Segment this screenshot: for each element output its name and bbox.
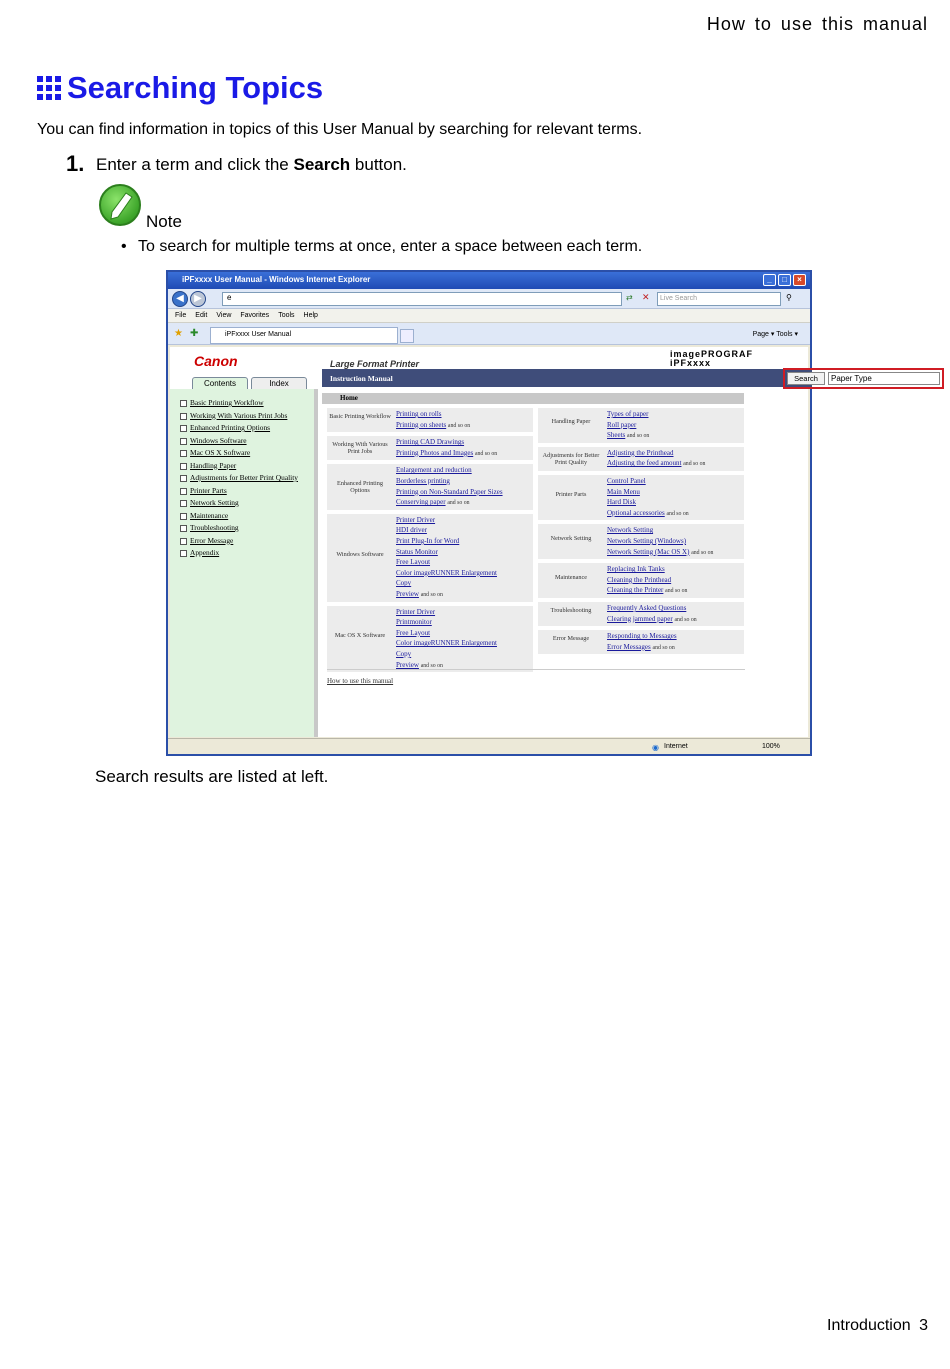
divider	[327, 669, 745, 670]
zoom-level[interactable]: 100%	[762, 743, 780, 750]
topic-link[interactable]: Printer Driver	[396, 515, 436, 524]
link-row	[396, 536, 497, 547]
link-row	[607, 536, 713, 547]
topic-group	[327, 408, 533, 432]
and-so-on-text: and so on	[652, 644, 675, 651]
topic-link[interactable]: Roll paper	[607, 420, 637, 429]
topic-link[interactable]: Cleaning the Printhead	[607, 575, 672, 584]
link-row	[396, 589, 497, 600]
topic-link[interactable]: Print Plug-In for Word	[396, 536, 460, 545]
topic-link[interactable]: Color imageRUNNER Enlargement	[396, 568, 497, 577]
group-label: Enhanced Printing Options	[337, 480, 383, 495]
and-so-on-text: and so on	[474, 450, 498, 457]
topic-link[interactable]: Adjusting the Printhead	[607, 448, 674, 457]
topic-link[interactable]: Printing on sheets	[396, 420, 447, 429]
link-row	[396, 557, 497, 568]
status-bar	[168, 738, 810, 754]
globe-icon: ◉	[652, 743, 659, 752]
favorites-star-icon[interactable]: ★	[174, 328, 183, 339]
sidebar-link[interactable]: Error Message	[170, 535, 314, 548]
new-tab-icon[interactable]	[400, 329, 414, 343]
topic-link[interactable]: Color imageRUNNER Enlargement	[396, 639, 497, 648]
group-label: Handling Paper	[551, 418, 591, 426]
topic-link[interactable]: Sheets	[607, 431, 626, 440]
address-bar[interactable]: e	[222, 292, 622, 306]
sidebar-link[interactable]: Mac OS X Software	[170, 447, 314, 460]
sidebar-link[interactable]: Windows Software	[170, 435, 314, 448]
menu-help[interactable]: Help	[303, 312, 318, 319]
link-row	[607, 603, 697, 614]
topic-link[interactable]: Network Setting	[607, 526, 654, 535]
grid-bullet-icon	[37, 76, 61, 100]
window-title: iPFxxxx User Manual - Windows Internet Explorer	[182, 275, 371, 284]
link-row	[396, 617, 497, 628]
window-titlebar	[168, 272, 810, 289]
topic-link[interactable]: Printer Driver	[396, 607, 436, 616]
link-row	[607, 409, 649, 420]
topic-link[interactable]: Hard Disk	[607, 498, 636, 507]
link-row	[396, 476, 503, 487]
search-input[interactable]: Paper Type	[828, 372, 940, 385]
topic-group	[327, 514, 533, 602]
topic-group	[538, 563, 744, 598]
topic-link[interactable]: Conserving paper	[396, 498, 446, 507]
browser-tab[interactable]: iPFxxxx User Manual	[210, 327, 398, 344]
topic-link[interactable]: Network Setting (Windows)	[607, 536, 687, 545]
topic-link[interactable]: Printing CAD Drawings	[396, 438, 465, 447]
group-label: Network Setting	[550, 534, 592, 542]
note-pencil-icon	[99, 184, 141, 226]
sidebar-link[interactable]: Handling Paper	[170, 460, 314, 473]
footer-chapter: Introduction	[827, 1317, 911, 1334]
link-row	[607, 487, 689, 498]
topic-link[interactable]: Free Layout	[396, 628, 431, 637]
step-text-bold: Search	[293, 155, 351, 174]
topic-group	[538, 524, 744, 559]
add-favorite-icon[interactable]: ✚	[190, 328, 199, 339]
topic-link[interactable]: Network Setting (Mac OS X)	[607, 547, 690, 556]
product-subtitle: Large Format Printer	[330, 359, 420, 369]
topic-link[interactable]: Types of paper	[607, 410, 649, 418]
link-row	[607, 420, 649, 431]
topic-group	[538, 630, 744, 654]
topic-link[interactable]: Responding to Messages	[607, 632, 677, 641]
tab-index[interactable]: Index	[251, 377, 307, 391]
search-button[interactable]: Search	[787, 372, 825, 385]
menu-view[interactable]: View	[216, 312, 232, 319]
sidebar-link[interactable]: Basic Printing Workflow	[170, 397, 314, 410]
topic-link[interactable]: Control Panel	[607, 477, 646, 485]
bullet-marker: •	[121, 238, 127, 255]
link-row	[396, 568, 497, 579]
how-to-use-link[interactable]: How to use this manual	[327, 677, 394, 685]
page-title: Searching Topics	[67, 70, 324, 105]
and-so-on-text: and so on	[665, 588, 688, 595]
topic-link[interactable]: Copy	[396, 649, 412, 658]
topic-group	[327, 436, 533, 460]
link-row	[607, 547, 713, 558]
sidebar-link[interactable]: Adjustments for Better Print Quality	[170, 472, 314, 485]
and-so-on-text: and so on	[691, 549, 714, 556]
topic-link[interactable]: Borderless printing	[396, 476, 450, 485]
group-label: Adjustments for Better Print Quality	[542, 451, 600, 466]
link-row	[607, 642, 677, 653]
sidebar-link[interactable]: Enhanced Printing Options	[170, 422, 314, 435]
page-number: 3	[919, 1317, 928, 1334]
group-label: Troubleshooting	[550, 607, 592, 615]
link-row	[607, 585, 687, 596]
link-row	[396, 448, 497, 459]
live-search-input[interactable]: Live Search	[657, 292, 781, 306]
menu-tools[interactable]: Tools	[278, 312, 295, 319]
topic-link[interactable]: Optional accessories	[607, 508, 665, 517]
stop-icon[interactable]: ✕	[642, 292, 650, 302]
sidebar-link[interactable]: Working With Various Print Jobs	[170, 410, 314, 423]
topic-group	[538, 408, 744, 443]
topic-link[interactable]: Main Menu	[607, 487, 640, 496]
tab-row	[168, 323, 810, 345]
and-so-on-text: and so on	[420, 662, 443, 669]
menu-file[interactable]: File	[175, 312, 187, 319]
link-row	[607, 430, 649, 441]
contents-sidebar	[170, 389, 318, 737]
and-so-on-text: and so on	[674, 616, 697, 623]
link-row	[396, 607, 497, 618]
link-row	[396, 638, 497, 649]
and-so-on-text: and so on	[447, 500, 470, 507]
link-row	[607, 575, 687, 586]
page-footer	[827, 1317, 928, 1335]
link-row	[396, 420, 470, 431]
brand-logo	[670, 350, 753, 368]
link-row	[607, 497, 689, 508]
brand-line2: iPFxxxx	[670, 358, 712, 368]
status-zone: Internet	[664, 743, 688, 750]
title-block	[37, 70, 323, 106]
link-row	[607, 476, 689, 487]
link-row	[396, 465, 503, 476]
topic-link[interactable]: Printing on rolls	[396, 410, 442, 418]
link-row	[607, 448, 705, 459]
topic-link[interactable]: Adjusting the feed amount	[607, 459, 682, 468]
topic-link[interactable]: Error Messages	[607, 642, 651, 651]
link-row	[396, 487, 503, 498]
step-text	[96, 155, 407, 175]
link-row	[607, 508, 689, 519]
group-label: Windows Software	[336, 550, 384, 558]
close-icon[interactable]: ×	[793, 274, 806, 286]
search-icon[interactable]: ⚲	[786, 293, 792, 302]
topic-group	[327, 464, 533, 509]
sidebar-link[interactable]: Network Setting	[170, 497, 314, 510]
topic-link[interactable]: Printing Photos and Images	[396, 448, 474, 457]
sidebar-link[interactable]: Appendix	[170, 547, 314, 560]
link-row	[396, 547, 497, 558]
topic-link[interactable]: Free Layout	[396, 558, 431, 567]
link-row	[396, 628, 497, 639]
link-row	[396, 497, 503, 508]
note-text: To search for multiple terms at once, enter a space between each term.	[138, 238, 643, 255]
group-label: Printer Parts	[555, 490, 587, 498]
running-header: How to use this manual	[706, 14, 928, 34]
topic-link[interactable]: Preview	[396, 589, 419, 598]
tab-contents[interactable]: Contents	[192, 377, 248, 391]
link-row	[607, 631, 677, 642]
group-label: Basic Printing Workflow	[329, 413, 391, 421]
topic-link[interactable]: Clearing jammed paper	[607, 614, 673, 623]
topic-link[interactable]: Copy	[396, 579, 412, 588]
address-row	[168, 289, 810, 309]
link-row	[607, 458, 705, 469]
topic-group	[538, 447, 744, 471]
refresh-icon[interactable]: ⇄	[626, 293, 633, 302]
and-so-on-text: and so on	[447, 422, 471, 429]
topic-link[interactable]: Printing on Non-Standard Paper Sizes	[396, 487, 503, 496]
note-label: Note	[146, 212, 182, 231]
topic-link[interactable]: Frequently Asked Questions	[607, 604, 687, 612]
result-text: Search results are listed at left.	[95, 767, 329, 786]
link-row	[396, 409, 470, 420]
topic-link[interactable]: Replacing Ink Tanks	[607, 565, 665, 574]
highlight-box	[783, 368, 944, 389]
bar-title: Instruction Manual	[330, 374, 393, 383]
instruction-manual-bar	[322, 369, 872, 387]
link-row	[607, 525, 713, 536]
and-so-on-text: and so on	[683, 461, 706, 468]
back-icon[interactable]: ◀	[172, 291, 188, 307]
sidebar-link[interactable]: Maintenance	[170, 510, 314, 523]
command-bar[interactable]: Page ▾ Tools ▾	[752, 331, 798, 338]
canon-logo: Canon	[194, 353, 238, 369]
menu-edit[interactable]: Edit	[195, 312, 208, 319]
link-row	[607, 564, 687, 575]
topic-group	[327, 606, 533, 673]
manual-page	[170, 347, 872, 737]
topic-link[interactable]: Preview	[396, 660, 419, 669]
group-label: Mac OS X Software	[334, 631, 386, 639]
home-breadcrumb: Home	[322, 393, 744, 404]
and-so-on-text: and so on	[420, 591, 443, 598]
step-text-after: button.	[350, 155, 407, 174]
minimize-icon[interactable]: _	[763, 274, 776, 286]
topic-link[interactable]: Printmonitor	[396, 618, 432, 627]
step-number: 1.	[66, 151, 85, 176]
maximize-icon[interactable]: □	[778, 274, 791, 286]
browser-screenshot	[166, 270, 872, 756]
link-row	[607, 614, 697, 625]
link-row	[396, 649, 497, 660]
topic-link[interactable]: Cleaning the Printer	[607, 586, 664, 595]
link-row	[396, 525, 497, 536]
group-label: Error Message	[552, 635, 590, 643]
topic-link[interactable]: HDI driver	[396, 526, 427, 535]
sidebar-link[interactable]: Troubleshooting	[170, 522, 314, 535]
menu-favorites[interactable]: Favorites	[240, 312, 270, 319]
link-row	[396, 437, 497, 448]
brand-line1: imagePROGRAF	[670, 349, 754, 359]
link-row	[396, 578, 497, 589]
topic-group	[538, 602, 744, 626]
forward-icon[interactable]: ▶	[190, 291, 206, 307]
link-row	[396, 515, 497, 526]
sidebar-link[interactable]: Printer Parts	[170, 485, 314, 498]
and-so-on-text: and so on	[627, 433, 650, 440]
menu-bar	[168, 309, 810, 323]
topic-link[interactable]: Enlargement and reduction	[396, 466, 472, 475]
topic-link[interactable]: Status Monitor	[396, 547, 438, 556]
and-so-on-text: and so on	[666, 510, 689, 517]
group-label: Working With Various Print Jobs	[332, 441, 388, 456]
topic-group	[538, 475, 744, 520]
step-text-before: Enter a term and click the	[96, 155, 294, 174]
intro-text: You can find information in topics of this User Manual by searching for relevant terms.	[37, 121, 643, 138]
group-label: Maintenance	[555, 573, 587, 581]
